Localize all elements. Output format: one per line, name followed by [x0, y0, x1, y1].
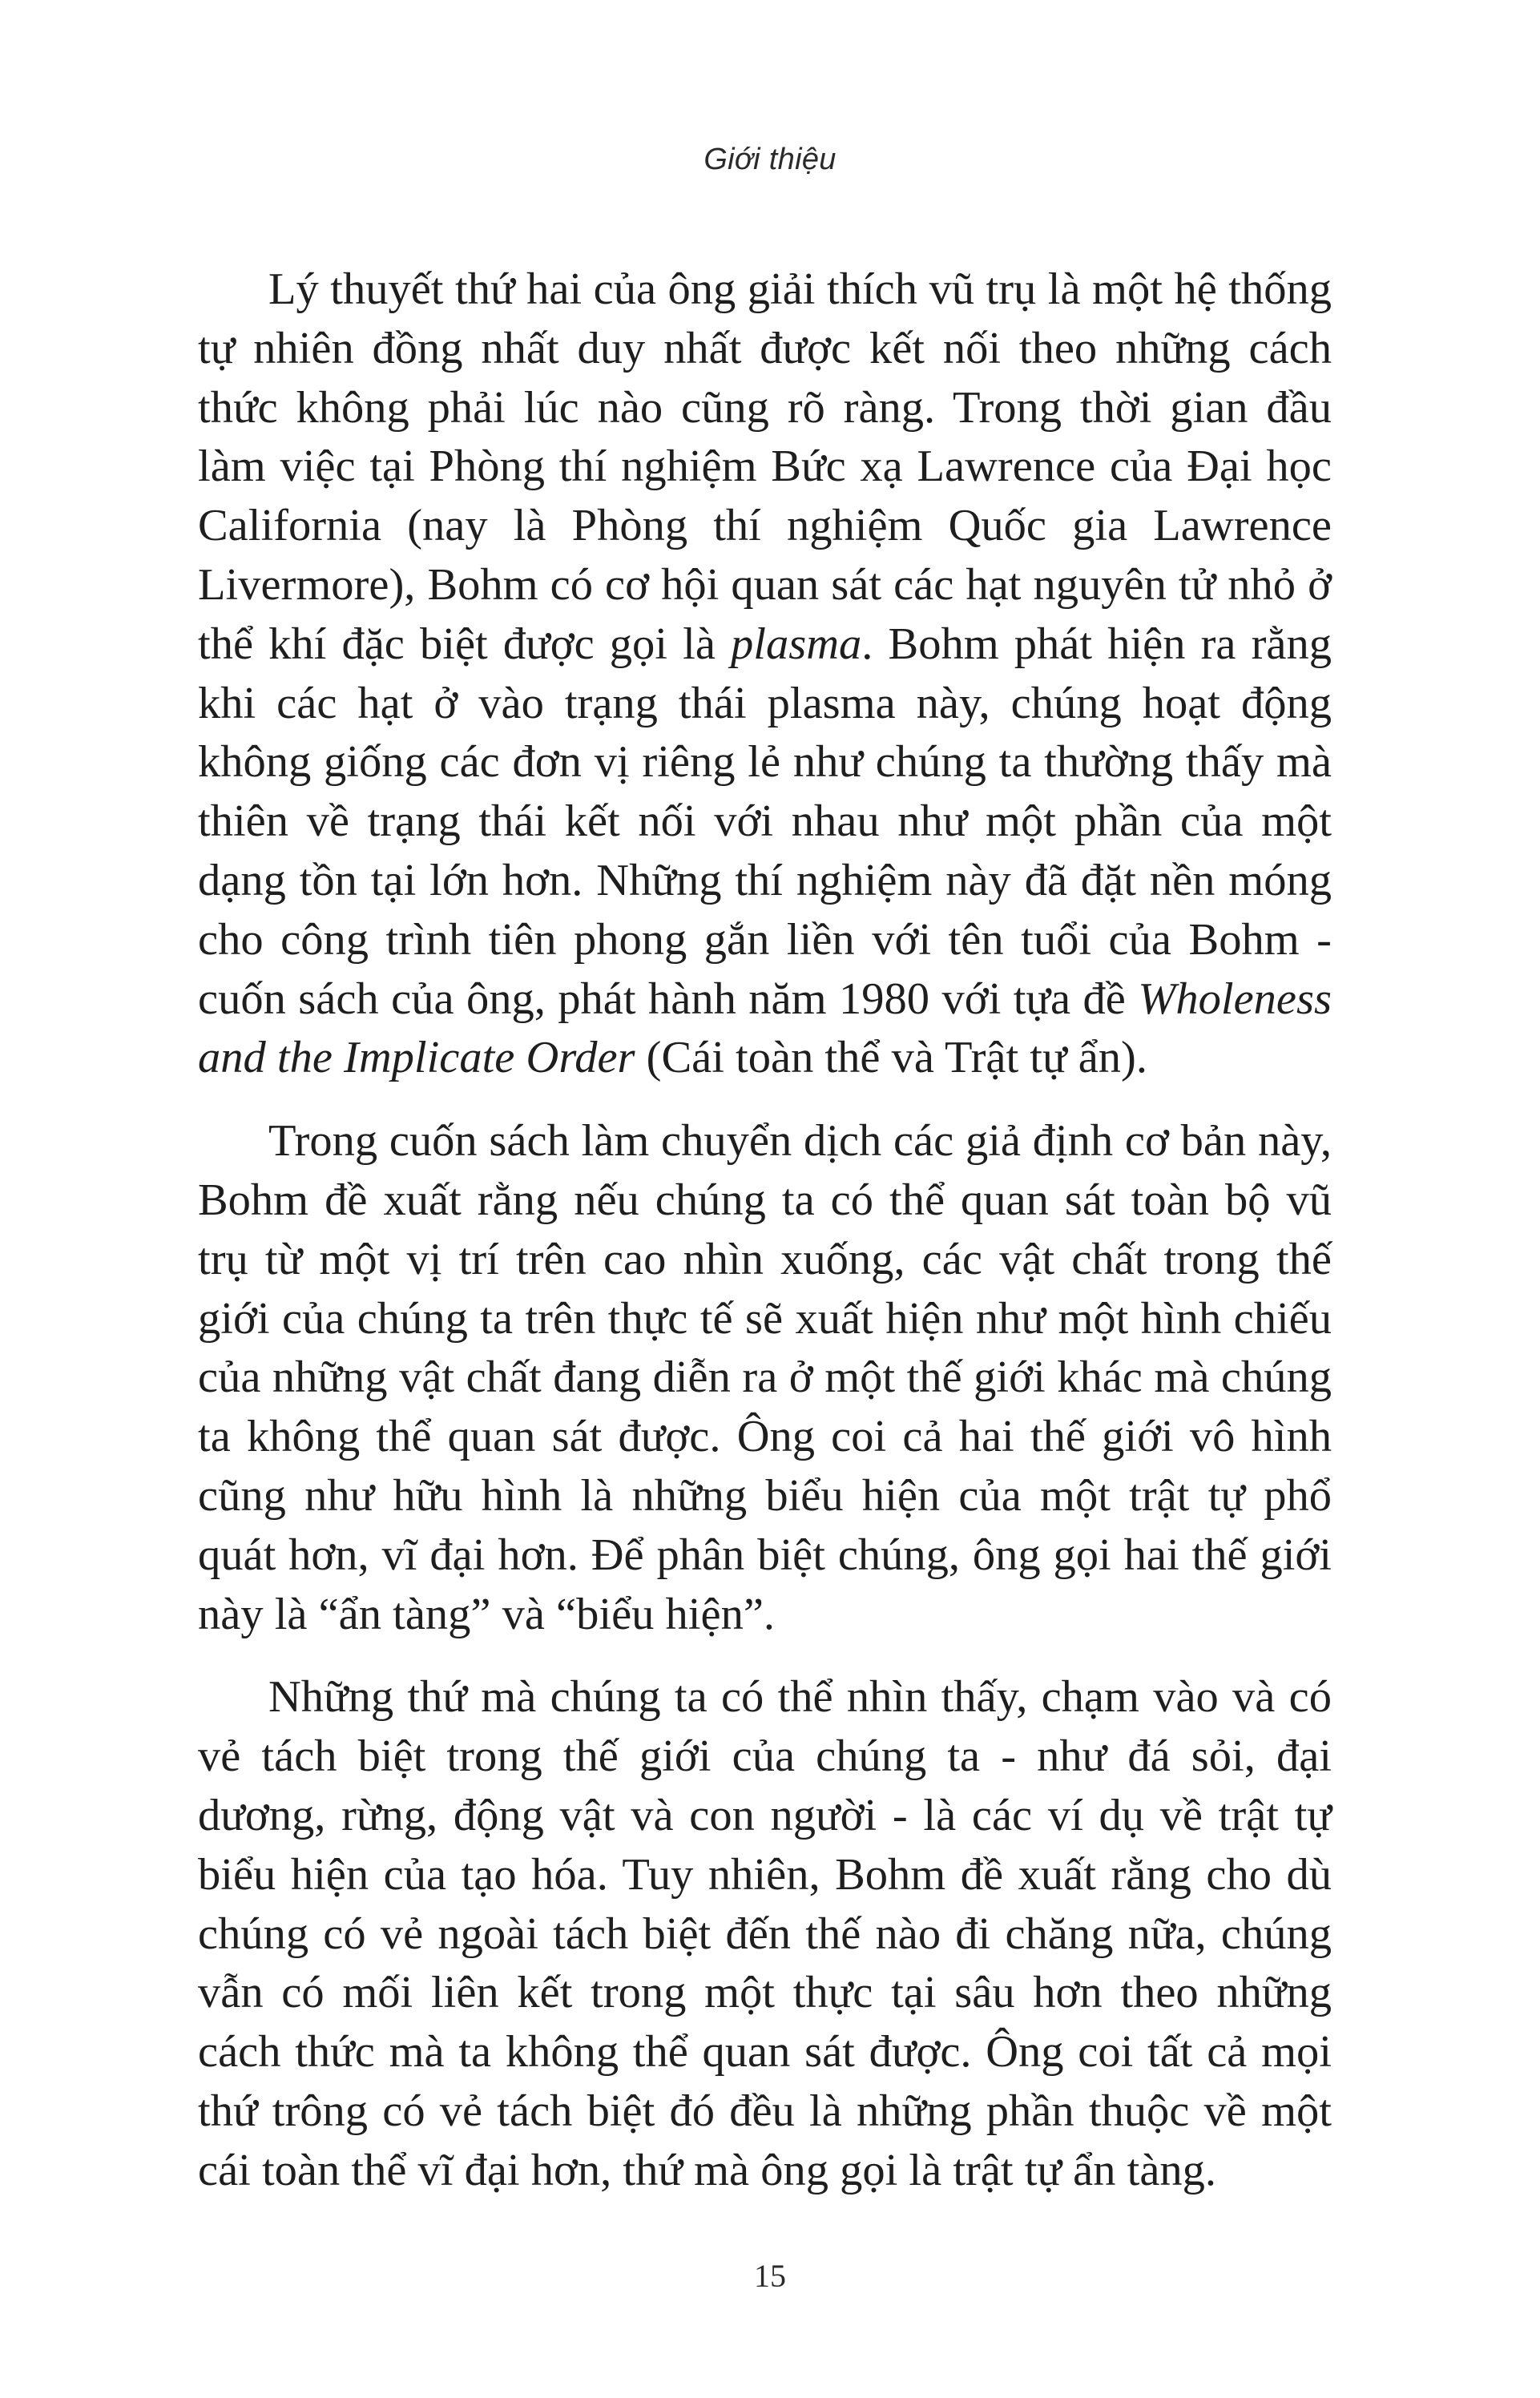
paragraph-1-part-2: . Bohm phát hiện ra rằng khi các hạt ở vào trạng thái plasma này, chúng hoạt động không giống các đơn vị riêng lẻ như chúng ta thường thấy mà thiên về trạng thái kết nối với nhau như một phần của một dạng tồn tại lớn hơn. Những thí nghiệm này đã đặt nền móng cho công trình tiên phong gắn liền với tên tuổi của Bohm - cuốn sách của ông, phát hành năm 1980 với tựa đề	[198, 619, 1332, 1024]
body-text	[198, 260, 1332, 2201]
paragraph-1-part-3: (Cái toàn thể và Trật tự ẩn).	[635, 1033, 1147, 1083]
term-plasma: plasma	[731, 619, 862, 669]
paragraph-1-part-1: Lý thuyết thứ hai của ông giải thích vũ trụ là một hệ thống tự nhiên đồng nhất duy nhất được kết nối theo những cách thức không phải lúc nào cũng rõ ràng. Trong thời gian đầu làm việc tại Phòng thí nghiệm Bức xạ Lawrence của Đại học California (nay là Phòng thí nghiệm Quốc gia Lawrence Livermore), Bohm có cơ hội quan sát các hạt nguyên tử nhỏ ở thể khí đặc biệt được gọi là	[198, 264, 1332, 669]
page-number: 15	[754, 2258, 786, 2294]
paragraph-3: Những thứ mà chúng ta có thể nhìn thấy, chạm vào và có vẻ tách biệt trong thế giới của chúng ta - như đá sỏi, đại dương, rừng, động vật và con người - là các ví dụ về trật tự biểu hiện của tạo hóa. Tuy nhiên, Bohm đề xuất rằng cho dù chúng có vẻ ngoài tách biệt đến thế nào đi chăng nữa, chúng vẫn có mối liên kết trong một thực tại sâu hơn theo những cách thức mà ta không thể quan sát được. Ông coi tất cả mọi thứ trông có vẻ tách biệt đó đều là những phần thuộc về một cái toàn thể vĩ đại hơn, thứ mà ông gọi là trật tự ẩn tàng.	[198, 1672, 1332, 2195]
book-title: Wholeness and the Implicate Order	[198, 973, 1332, 1083]
running-header: Giới thiệu	[703, 143, 837, 176]
paragraph-2: Trong cuốn sách làm chuyển dịch các giả định cơ bản này, Bohm đề xuất rằng nếu chúng ta có thể quan sát toàn bộ vũ trụ từ một vị trí trên cao nhìn xuống, các vật chất trong thế giới của chúng ta trên thực tế sẽ xuất hiện như một hình chiếu của những vật chất đang diễn ra ở một thế giới khác mà chúng ta không thể quan sát được. Ông coi cả hai thế giới vô hình cũng như hữu hình là những biểu hiện của một trật tự phổ quát hơn, vĩ đại hơn. Để phân biệt chúng, ông gọi hai thế giới này là “ẩn tàng” và “biểu hiện”.	[198, 1116, 1332, 1639]
paragraph-1	[198, 260, 1332, 1088]
